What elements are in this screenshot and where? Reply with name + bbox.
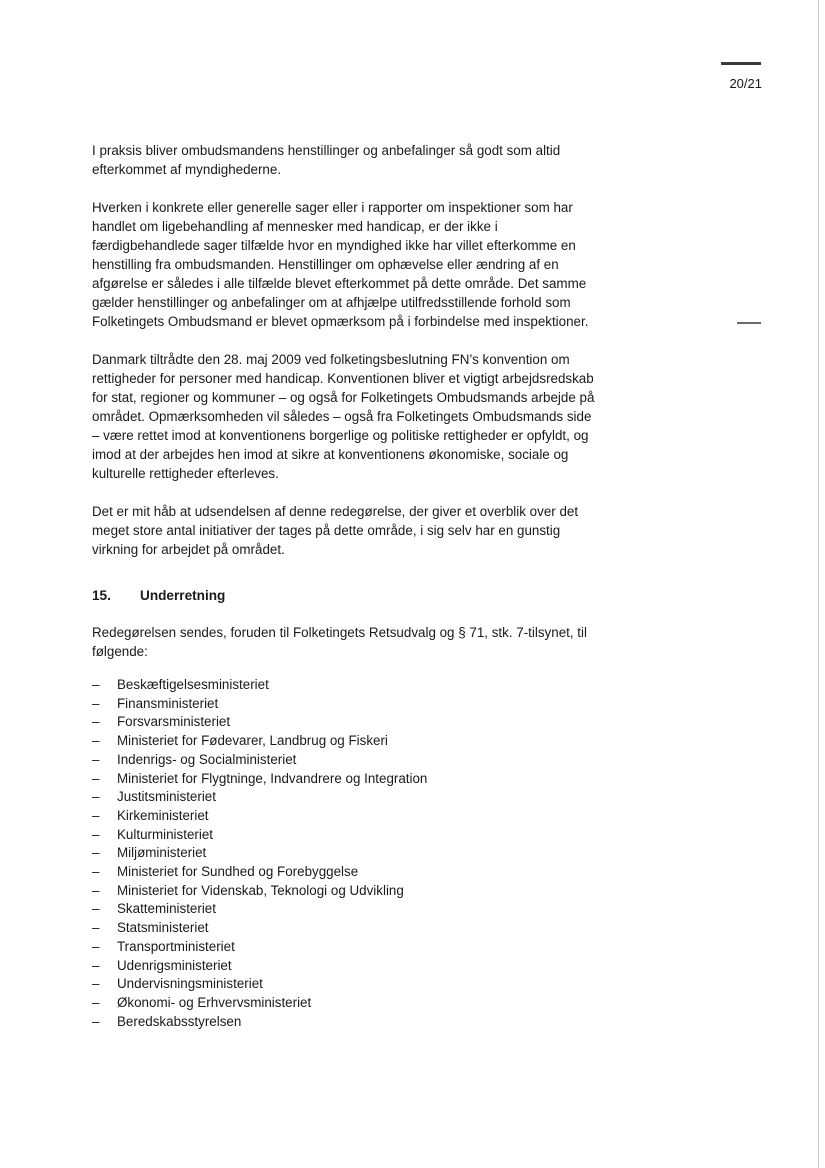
list-item: [92, 713, 592, 732]
list-item-label: Transportministeriet: [117, 938, 235, 954]
section-heading: [92, 586, 592, 605]
list-dash: –: [92, 751, 100, 767]
list-dash: –: [92, 957, 100, 973]
list-item: [92, 994, 592, 1013]
page-number: 20/21: [729, 76, 762, 91]
list-dash: –: [92, 976, 100, 992]
list-item: [92, 882, 592, 901]
list-item-label: Justitsministeriet: [117, 789, 216, 805]
list-item-label: Indenrigs- og Socialministeriet: [117, 751, 297, 767]
list-item-label: Beskæftigelsesministeriet: [117, 677, 269, 692]
list-item: [92, 863, 592, 882]
list-dash: –: [92, 1013, 100, 1029]
list-item-label: Kirkeministeriet: [117, 807, 209, 823]
list-item: [92, 695, 592, 714]
scan-edge-line: [818, 0, 819, 1168]
paragraph: Danmark tiltrådte den 28. maj 2009 ved folketingsbeslutning FN’s konvention om rettigheder for personer med handicap. Konventionen bliver et vigtigt arbejdsredskab for stat, regioner og kommuner – og også for Folketingets Ombudsmands arbejde på området. Opmærksomheden vil således – også fra Folketingets Ombudsmands side – være rettet imod at konventionens borgerlige og politiske rettigheder er opfyldt, og imod at der arbejdes hen imod at sikre at konventionens økonomiske, sociale og kulturelle rettigheder efterleves.: [92, 352, 595, 481]
list-item: [92, 1013, 592, 1032]
paragraph: Det er mit håb at udsendelsen af denne redegørelse, der giver et overblik over det meget store antal initiativer der tages på dette område, i sig selv har en gunstig virkning for arbejdet på området.: [92, 504, 579, 557]
list-dash: –: [92, 938, 100, 954]
list-dash: –: [92, 807, 100, 823]
list-item: [92, 957, 592, 976]
list-item-label: Ministeriet for Flygtninge, Indvandrere og Integration: [117, 770, 428, 786]
list-dash: –: [92, 845, 100, 861]
paragraph: Redegørelsen sendes, foruden til Folketingets Retsudvalg og § 71, stk. 7-tilsynet, til følgende:: [92, 625, 587, 659]
list-item-label: Økonomi- og Erhvervsministeriet: [117, 994, 312, 1010]
list-item: [92, 975, 592, 994]
list-dash: –: [92, 920, 100, 936]
list-dash: –: [92, 882, 100, 898]
list-dash: –: [92, 826, 100, 842]
list-item-label: Miljøministeriet: [117, 845, 207, 861]
paragraph: Hverken i konkrete eller generelle sager eller i rapporter om inspektioner som har handlet om ligebehandling af mennesker med handicap, er der ikke i færdigbehandlede sager tilfælde hvor en myndighed ikke har villet efterkomme en henstilling fra ombudsmanden. Henstillinger om ophævelse eller ændring af en afgørelse er således i alle tilfælde blevet efterkommet på dette område. Det samme gælder henstillinger og anbefalinger om at afhjælpe utilfredsstillende forhold som Folketingets Ombudsmand er blevet opmærksom på i forbindelse med inspektioner.: [92, 200, 589, 329]
list-item: [92, 844, 592, 863]
list-dash: –: [92, 677, 100, 692]
list-dash: –: [92, 864, 100, 880]
list-item-label: Ministeriet for Videnskab, Teknologi og Udvikling: [117, 882, 404, 898]
section-number: 15.: [92, 588, 111, 603]
page-number-rule: [721, 62, 761, 65]
list-item: [92, 826, 592, 845]
list-item-label: Ministeriet for Sundhed og Forebyggelse: [117, 864, 359, 880]
intro-text: [92, 623, 597, 661]
list-dash: –: [92, 901, 100, 917]
list-dash: –: [92, 714, 100, 730]
list-item-label: Forsvarsministeriet: [117, 714, 231, 730]
body-text: [92, 141, 597, 578]
list-item: [92, 676, 592, 695]
list-item: [92, 788, 592, 807]
recipient-list: [92, 676, 592, 1031]
list-item-label: Kulturministeriet: [117, 826, 213, 842]
section-title: Underretning: [140, 588, 226, 603]
margin-mark: [737, 322, 761, 324]
list-dash: –: [92, 789, 100, 805]
paragraph: I praksis bliver ombudsmandens henstillinger og anbefalinger så godt som altid efterkommet af myndighederne.: [92, 143, 561, 177]
list-item: [92, 938, 592, 957]
list-item-label: Undervisningsministeriet: [117, 976, 263, 992]
list-item: [92, 919, 592, 938]
list-dash: –: [92, 994, 100, 1010]
list-item-label: Statsministeriet: [117, 920, 209, 936]
list-dash: –: [92, 733, 100, 749]
list-item-label: Ministeriet for Fødevarer, Landbrug og Fiskeri: [117, 733, 388, 749]
list-dash: –: [92, 770, 100, 786]
list-item-label: Finansministeriet: [117, 695, 219, 711]
list-item-label: Udenrigsministeriet: [117, 957, 232, 973]
list-item: [92, 807, 592, 826]
list-item: [92, 900, 592, 919]
list-item-label: Skatteministeriet: [117, 901, 216, 917]
list-item-label: Beredskabsstyrelsen: [117, 1013, 242, 1029]
list-item: [92, 732, 592, 751]
list-item: [92, 751, 592, 770]
list-dash: –: [92, 695, 100, 711]
list-item: [92, 770, 592, 789]
